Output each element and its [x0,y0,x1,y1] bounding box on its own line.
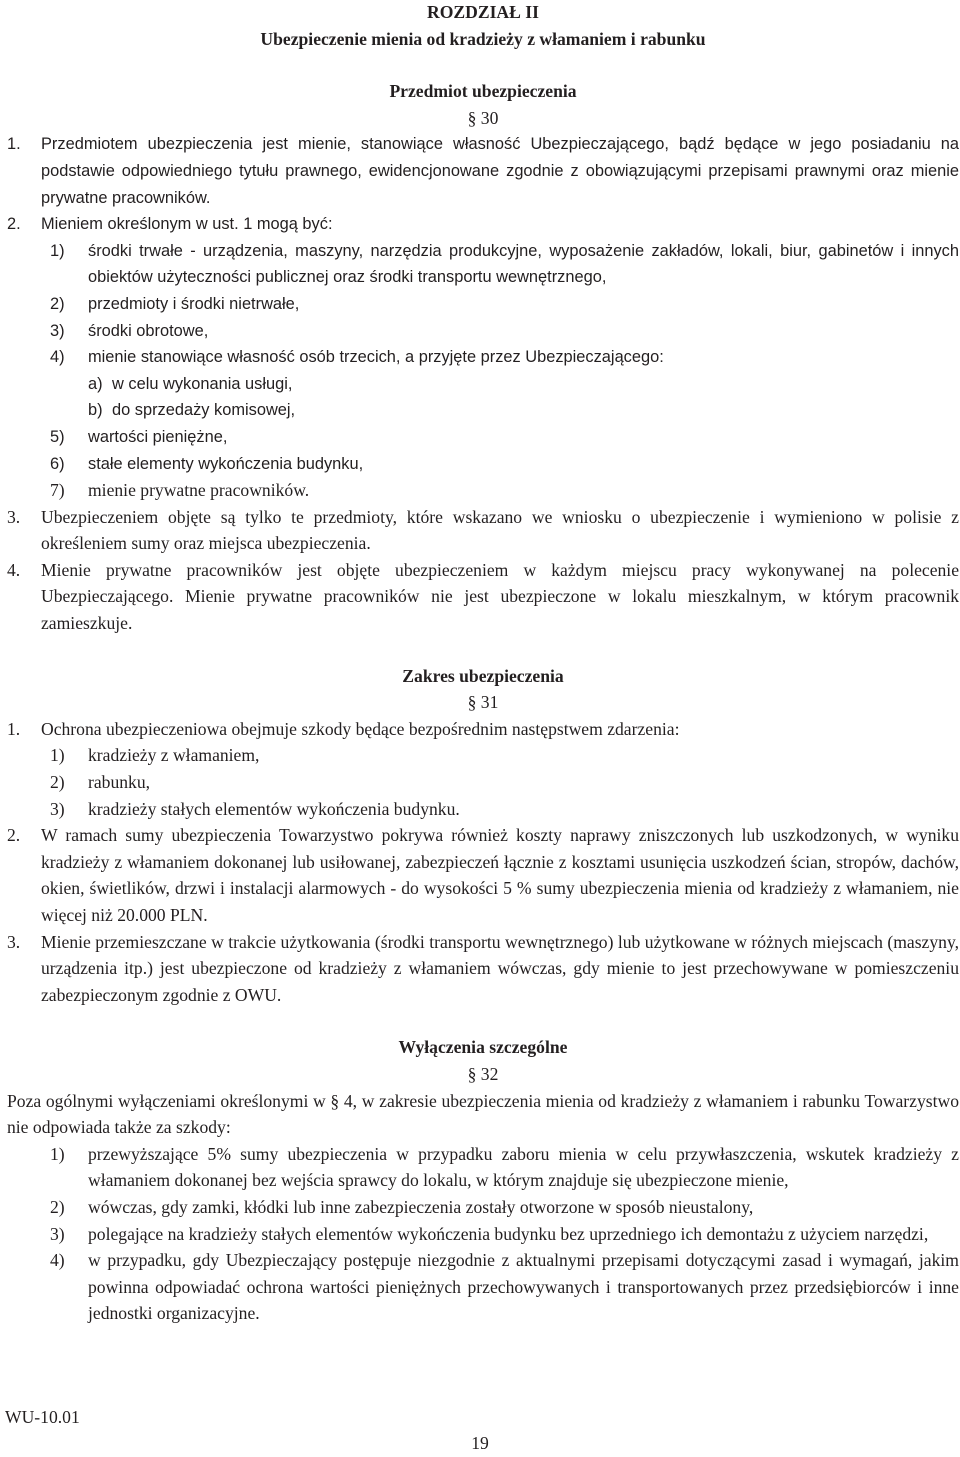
chapter-title: ROZDZIAŁ II [427,2,539,22]
list-item-text: mienie prywatne pracowników. [88,480,310,501]
sub-list-item [7,397,959,424]
list-item-text: polegające na kradzieży stałych elementów wykończenia budynku bez uprzedniego ich demontażu z użyciem narzędzi, [88,1223,929,1244]
list-item-number: 3) [50,1223,65,1244]
paragraph-number: 3. [7,506,21,527]
list-item [7,424,959,451]
page-number: 19 [471,1433,489,1453]
list-item [7,742,959,769]
sub-list-item [7,371,959,398]
paragraph-number: 3. [7,931,21,952]
list-item [7,796,959,823]
sub-list-item-text: do sprzedaży komisowej, [112,401,296,420]
section-number: § 32 [467,1063,499,1084]
sub-list-item-letter: a) [88,374,103,393]
paragraph [7,504,959,557]
paragraph [7,557,959,637]
list-item-number: 4) [50,348,65,367]
section-heading: Przedmiot ubezpieczenia [389,81,577,102]
paragraph-number: 1. [7,135,21,154]
list-item-number: 3) [50,321,65,340]
paragraph-number: 4. [7,559,21,580]
list-item-text: przedmioty i środki nietrwałe, [88,294,300,313]
paragraph-text: Mienie prywatne pracowników jest objęte ubezpieczeniem w każdym miejscu pracy wykonywanej na polecenie Ubezpieczającego. Mienie prywatne pracowników nie jest ubezpieczone w lokalu mieszkalnym, w którym pracownik zamieszkuje. [41,559,959,634]
list-item [7,451,959,478]
sub-list-item-letter: b) [88,401,103,420]
paragraph-number: 2. [7,825,21,846]
list-item-text: kradzieży z włamaniem, [88,745,260,766]
paragraph-text: W ramach sumy ubezpieczenia Towarzystwo pokrywa również koszty naprawy zniszczonych lub uszkodzonych, w wyniku kradzieży z włamaniem dokonanej lub usiłowanej, zabezpieczeń łącznie z kosztami usunięcia uszkodzeń ścian, stropów, dachów, okien, świetlików, drzwi i instalacji alarmowych - do wysokości 5 % sumy ubezpieczenia mienia od kradzieży z włamaniem, nie więcej niż 20.000 PLN. [41,825,959,925]
list-item-number: 5) [50,427,65,446]
list-item-text: wartości pieniężne, [88,427,228,446]
list-item [7,318,959,345]
list-item-number: 7) [50,480,65,501]
list-item-text: mienie stanowiące własność osób trzecich, a przyjęte przez Ubezpieczającego: [88,348,664,367]
list-item-text: stałe elementy wykończenia budynku, [88,454,364,473]
list-item-text: wówczas, gdy zamki, kłódki lub inne zabezpieczenia zostały otworzone w sposób nieustalony, [88,1196,754,1217]
section-heading: Wyłączenia szczególne [398,1037,568,1058]
list-item-number: 3) [50,798,65,819]
section-heading: Zakres ubezpieczenia [402,665,564,686]
list-item [7,769,959,796]
section-number: § 31 [467,692,499,713]
list-item-number: 6) [50,454,65,473]
paragraph-number: 1. [7,718,21,739]
paragraph [7,716,959,743]
list-item [7,477,959,504]
list-item-number: 2) [50,772,65,793]
paragraph-text: Ubezpieczeniem objęte są tylko te przedmioty, które wskazano we wniosku o ubezpieczenie i wymieniono w polisie z określeniem sumy oraz miejsca ubezpieczenia. [41,506,959,554]
document-code: WU-10.01 [5,1407,80,1427]
paragraph-text: Mienie przemieszczane w trakcie użytkowania (środki transportu wewnętrznego) lub użytkowane w różnych miejscach (maszyny, urządzenia itp.) jest ubezpieczone od kradzieży z włamaniem wówczas, gdy mienie to jest przechowywane w pomieszczeniu zabezpieczonym zgodnie z OWU. [41,931,959,1005]
paragraph [7,929,959,1009]
list-item-number: 2) [50,294,65,313]
paragraph-text: Przedmiotem ubezpieczenia jest mienie, stanowiące własność Ubezpieczającego, bądź będące w jego posiadaniu na podstawie odpowiedniego tytułu prawnego, ewidencjonowane zgodnie z obowiązującymi przepisami prawnymi oraz mienie prywatne pracowników. [41,135,959,207]
list-item [7,1141,959,1194]
list-item-text: rabunku, [88,772,151,793]
paragraph-text: Ochrona ubezpieczeniowa obejmuje szkody będące bezpośrednim następstwem zdarzenia: [41,718,680,739]
paragraph [7,211,959,238]
list-item-number: 1) [50,1143,65,1164]
list-item [7,1247,959,1327]
paragraph-number: 2. [7,215,21,234]
paragraph [7,131,959,211]
intro-paragraph: Poza ogólnymi wyłączeniami określonymi w § 4, w zakresie ubezpieczenia mienia od kradzieży z włamaniem i rabunku Towarzystwo nie odpowiada także za szkody: [7,1090,959,1138]
list-item-number: 4) [50,1250,65,1271]
list-item-text: środki obrotowe, [88,321,209,340]
list-item [7,1194,959,1221]
list-item-text: przewyższające 5% sumy ubezpieczenia w przypadku zaboru mienia w celu przywłaszczenia, wskutek kradzieży z włamaniem dokonanej bez wejścia sprawcy do lokalu, w którym znajduje się ubezpieczone mienie, [88,1143,959,1191]
document-page [7,0,959,1327]
list-item [7,238,959,291]
section-number: § 30 [467,107,499,128]
list-item-number: 1) [50,241,65,260]
list-item [7,291,959,318]
paragraph-text: Mieniem określonym w ust. 1 mogą być: [41,215,333,234]
sub-list-item-text: w celu wykonania usługi, [112,374,293,393]
list-item-number: 2) [50,1196,65,1217]
list-item [7,344,959,371]
list-item-text: środki trwałe - urządzenia, maszyny, narzędzia produkcyjne, wyposażenie zakładów, lokali, biur, gabinetów i innych obiektów użyteczności publicznej oraz środki transportu wewnętrznego, [88,241,959,287]
list-item-text: w przypadku, gdy Ubezpieczający postępuje niezgodnie z aktualnymi przepisami dotyczącymi zasad i wymagań, jakim powinna odpowiadać ochrona wartości pieniężnych przechowywanych i transportowanych przez przedsiębiorców i inne jednostki organizacyjne. [88,1250,959,1324]
list-item-text: kradzieży stałych elementów wykończenia budynku. [88,798,460,819]
list-item-number: 1) [50,745,65,766]
paragraph [7,822,959,928]
chapter-subtitle: Ubezpieczenie mienia od kradzieży z włamaniem i rabunku [260,28,706,49]
list-item [7,1221,959,1248]
